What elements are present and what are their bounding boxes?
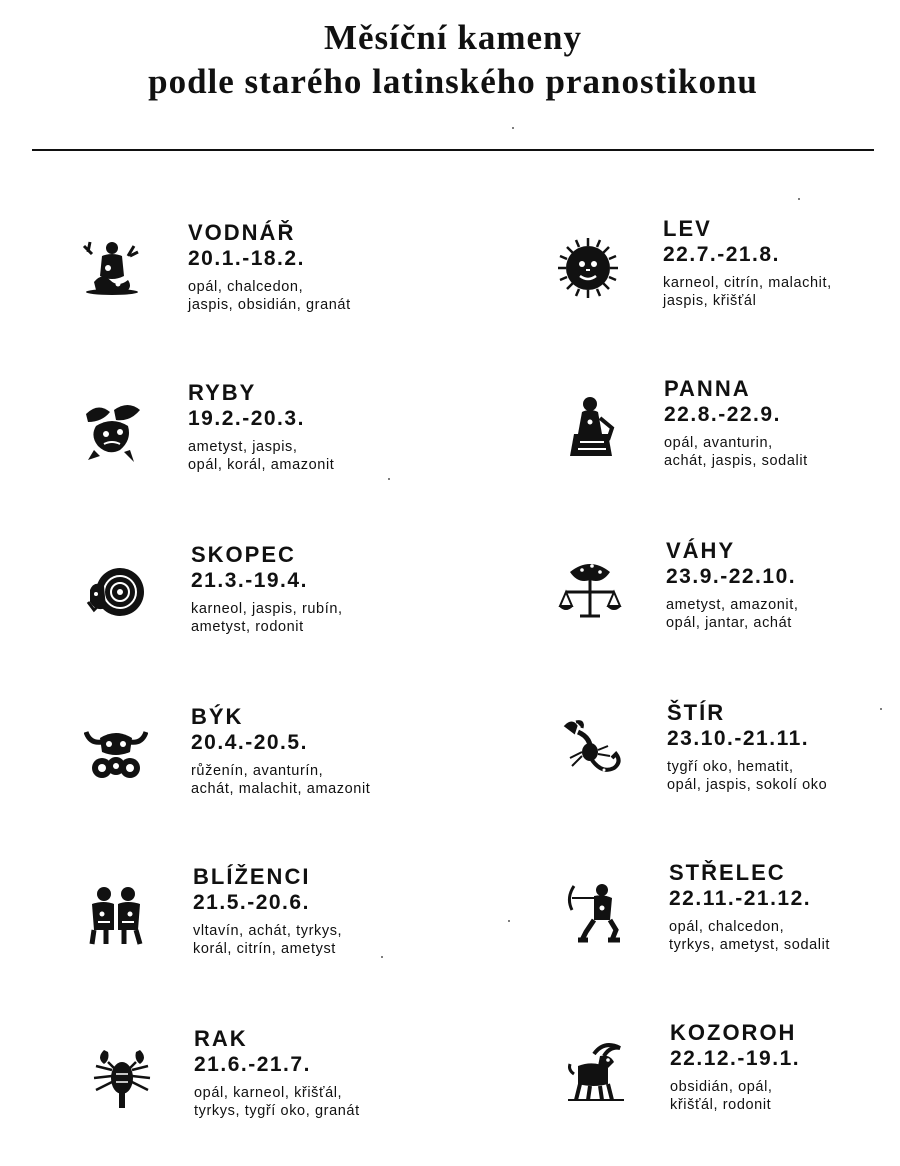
sign-entry-aquarius	[188, 220, 478, 314]
sign-dates: 23.10.-21.11.	[667, 727, 810, 750]
scan-speck	[508, 920, 510, 922]
stones-line-1: opál, chalcedon,	[669, 919, 785, 935]
sign-dates: 21.3.-19.4.	[191, 569, 308, 592]
stones-line-2: jaspis, obsidián, granát	[188, 297, 351, 313]
page-title	[0, 16, 900, 104]
sign-stones	[188, 438, 478, 474]
sign-stones	[191, 600, 481, 636]
sign-dates: 22.8.-22.9.	[664, 403, 781, 426]
sign-entry-capricorn	[670, 1020, 900, 1114]
sign-stones	[663, 274, 900, 310]
aries-icon	[84, 562, 148, 626]
sign-entry-cancer	[194, 1026, 484, 1120]
stones-line-1: růženín, avanturín,	[191, 763, 324, 779]
stones-line-1: obsidián, opál,	[670, 1079, 773, 1095]
stones-line-2: křišťál, rodonit	[670, 1097, 772, 1113]
sign-entry-gemini	[193, 864, 483, 958]
scan-speck	[512, 127, 514, 129]
sign-name: RYBY	[188, 380, 257, 405]
scorpio-icon	[562, 718, 626, 782]
sign-dates: 22.11.-21.12.	[669, 887, 812, 910]
sign-stones	[667, 758, 900, 794]
sign-name: RAK	[194, 1026, 248, 1051]
sign-stones	[193, 922, 483, 958]
sign-stones	[670, 1078, 900, 1114]
stones-line-1: opál, chalcedon,	[188, 279, 304, 295]
aquarius-icon	[80, 236, 144, 300]
sign-dates: 20.4.-20.5.	[191, 731, 308, 754]
title-line-1: Měsíční kameny	[323, 18, 582, 57]
scan-speck	[798, 198, 800, 200]
sign-name: LEV	[663, 216, 712, 241]
sign-entry-virgo	[664, 376, 900, 470]
virgo-icon	[560, 394, 624, 458]
stones-line-2: ametyst, rodonit	[191, 619, 304, 635]
sign-name: KOZOROH	[670, 1020, 797, 1045]
sign-name: VODNÁŘ	[188, 220, 296, 245]
taurus-icon	[84, 722, 148, 786]
sign-dates: 20.1.-18.2.	[188, 247, 305, 270]
sign-entry-leo	[663, 216, 900, 310]
sign-dates: 22.12.-19.1.	[670, 1047, 801, 1070]
sign-name: ŠTÍR	[667, 700, 726, 725]
stones-line-2: jaspis, křišťál	[663, 293, 757, 309]
sign-name: STŘELEC	[669, 860, 786, 885]
sign-name: BLÍŽENCI	[193, 864, 311, 889]
stones-line-2: opál, jantar, achát	[666, 615, 792, 631]
sign-dates: 22.7.-21.8.	[663, 243, 780, 266]
sign-entry-aries	[191, 542, 481, 636]
stones-line-2: tyrkys, tygří oko, granát	[194, 1103, 360, 1119]
stones-line-2: achát, malachit, amazonit	[191, 781, 371, 797]
scan-speck	[381, 956, 383, 958]
capricorn-icon	[564, 1040, 628, 1104]
title-divider	[32, 149, 874, 151]
stones-line-1: opál, avanturin,	[664, 435, 773, 451]
sign-entry-pisces	[188, 380, 478, 474]
sign-entry-scorpio	[667, 700, 900, 794]
stones-line-1: karneol, citrín, malachit,	[663, 275, 832, 291]
sign-stones	[191, 762, 481, 798]
sign-name: VÁHY	[666, 538, 736, 563]
stones-line-2: korál, citrín, ametyst	[193, 941, 336, 957]
cancer-icon	[90, 1046, 154, 1110]
sign-name: BÝK	[191, 704, 244, 729]
sign-stones	[194, 1084, 484, 1120]
scan-speck	[880, 708, 882, 710]
stones-line-2: opál, korál, amazonit	[188, 457, 335, 473]
scan-speck	[388, 478, 390, 480]
stones-line-1: ametyst, amazonit,	[666, 597, 799, 613]
sign-entry-sagittarius	[669, 860, 900, 954]
title-line-2: podle starého latinského pranostikonu	[148, 62, 758, 101]
pisces-icon	[80, 400, 144, 464]
sign-name: PANNA	[664, 376, 751, 401]
sign-entry-taurus	[191, 704, 481, 798]
sign-stones	[664, 434, 900, 470]
stones-line-2: opál, jaspis, sokolí oko	[667, 777, 828, 793]
sign-entry-libra	[666, 538, 900, 632]
stones-line-2: tyrkys, ametyst, sodalit	[669, 937, 831, 953]
sign-dates: 23.9.-22.10.	[666, 565, 797, 588]
gemini-icon	[84, 884, 148, 948]
libra-icon	[558, 558, 622, 622]
sign-dates: 21.5.-20.6.	[193, 891, 310, 914]
stones-line-1: tygří oko, hematit,	[667, 759, 794, 775]
leo-icon	[556, 236, 620, 300]
sign-name: SKOPEC	[191, 542, 296, 567]
sign-dates: 21.6.-21.7.	[194, 1053, 311, 1076]
stones-line-1: ametyst, jaspis,	[188, 439, 298, 455]
sign-stones	[669, 918, 900, 954]
stones-line-1: vltavín, achát, tyrkys,	[193, 923, 343, 939]
sign-stones	[666, 596, 900, 632]
stones-line-2: achát, jaspis, sodalit	[664, 453, 808, 469]
stones-line-1: opál, karneol, křišťál,	[194, 1085, 343, 1101]
sagittarius-icon	[564, 880, 628, 944]
stones-line-1: karneol, jaspis, rubín,	[191, 601, 343, 617]
sign-stones	[188, 278, 478, 314]
sign-dates: 19.2.-20.3.	[188, 407, 305, 430]
